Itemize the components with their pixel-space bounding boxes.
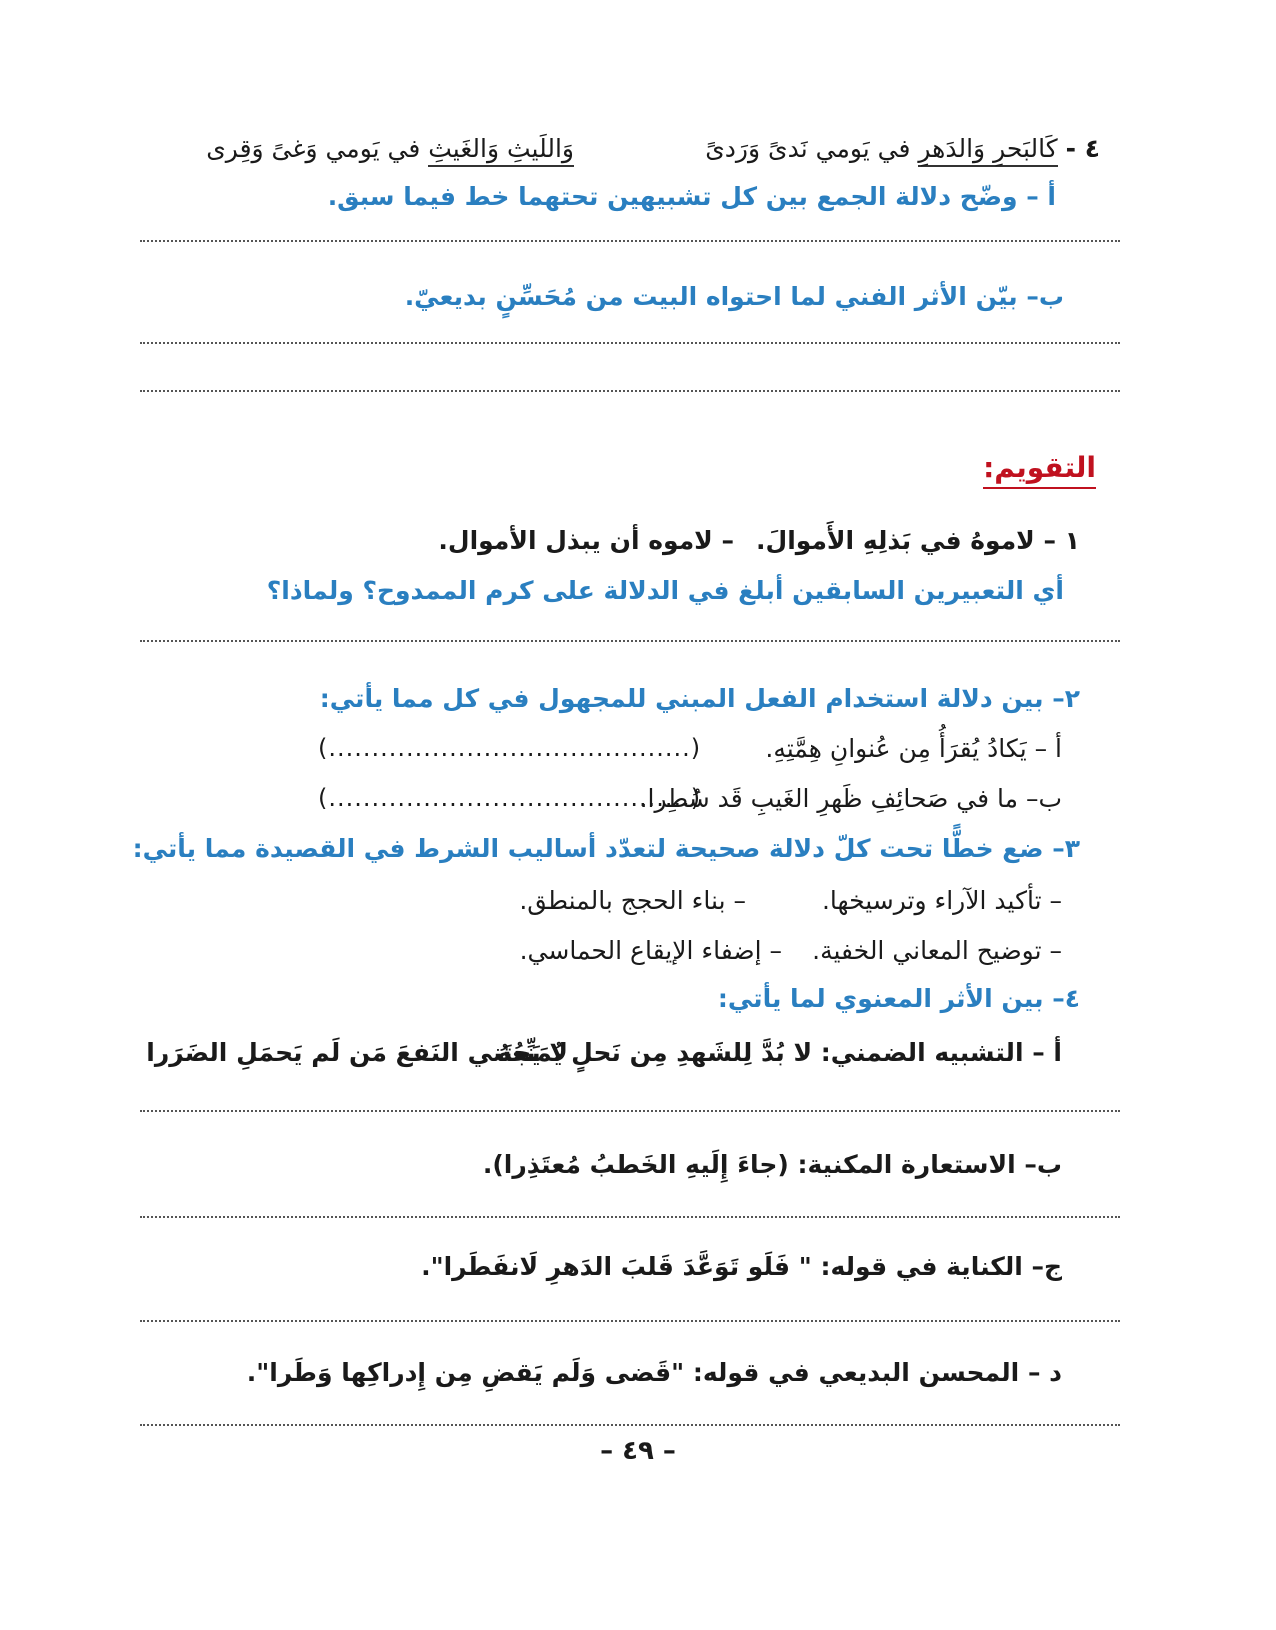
q2-item-b: ب– ما في صَحائِفِ ظَهرِ الغَيبِ قَد سُطِرا. — [639, 784, 1062, 813]
q3-option-3[interactable]: – توضيح المعاني الخفية. — [812, 936, 1062, 965]
answer-line[interactable] — [140, 640, 1120, 642]
answer-line[interactable] — [140, 240, 1120, 242]
answer-line[interactable] — [140, 342, 1120, 344]
verse-hemistich-left: في يَومي وَغىً وَقِرى — [206, 134, 429, 163]
q3-option-1[interactable]: – تأكيد الآراء وترسيخها. — [821, 886, 1062, 915]
verse-line-left — [206, 132, 574, 166]
q3-prompt: ٣– ضع خطًّا تحت كلّ دلالة صحيحة لتعدّد أساليب الشرط في القصيدة مما يأتي: — [132, 834, 1080, 863]
q3-option-2[interactable]: – بناء الحجج بالمنطق. — [519, 886, 746, 915]
verse-hemistich-left-underlined: وَاللَيثِ وَالغَيثِ — [428, 134, 574, 167]
q2-prompt: ٢– بين دلالة استخدام الفعل المبني للمجهول في كل مما يأتي: — [319, 684, 1080, 713]
q4-item-b: ب– الاستعارة المكنية: (جاءَ إِلَيهِ الخَطبُ مُعتَذِرا). — [482, 1150, 1062, 1179]
page-number: – ٤٩ – — [600, 1436, 676, 1466]
verse-hemistich-right: في يَومي نَدىً وَرَدىً — [705, 134, 919, 163]
q4-item-d: د – المحسن البديعي في قوله: "قَضى وَلَم يَقضِ مِن إِدراكِها وَطَرا". — [246, 1358, 1062, 1387]
q1-number: ١ – — [1043, 526, 1080, 555]
q2-item-b-blank[interactable]: (..........................................) — [318, 784, 702, 812]
q1-question: أي التعبيرين السابقين أبلغ في الدلالة على كرم الممدوح؟ ولماذا؟ — [266, 576, 1064, 605]
question-part-a: أ – وضّح دلالة الجمع بين كل تشبيهين تحتهما خط فيما سبق. — [327, 182, 1056, 211]
answer-line[interactable] — [140, 390, 1120, 392]
q4-item-a: أ – التشبيه الضمني: لا بُدَّ لِلشَهدِ مِن نَحلٍ يُمَنِّعُهُ — [496, 1038, 1062, 1067]
q2-item-a: أ – يَكادُ يُقرَأُ مِن عُنوانِ هِمَّتِهِ. — [765, 734, 1062, 763]
answer-line[interactable] — [140, 1216, 1120, 1218]
q4-prompt: ٤– بين الأثر المعنوي لما يأتي: — [717, 984, 1080, 1013]
answer-line[interactable] — [140, 1320, 1120, 1322]
evaluation-heading: التقويم: — [983, 448, 1096, 488]
question-part-b: ب– بيّن الأثر الفني لما احتواه البيت من مُحَسِّنٍ بديعيّ. — [404, 282, 1064, 311]
answer-line[interactable] — [140, 1110, 1120, 1112]
verse-hemistich-right-underlined: كَالبَحرِ وَالدَهرِ — [918, 134, 1057, 167]
q4-item-c: ج– الكناية في قوله: " فَلَو تَوَعَّدَ قَلبَ الدَهرِ لَانفَطَرا". — [421, 1252, 1062, 1281]
q1-expression-2: – لاموه أن يبذل الأموال. — [438, 526, 734, 555]
verse-line — [705, 132, 1100, 166]
verse-number: ٤ - — [1065, 134, 1100, 163]
answer-line[interactable] — [140, 1424, 1120, 1426]
q3-option-4[interactable]: – إضفاء الإيقاع الحماسي. — [519, 936, 782, 965]
q4-item-a-verse: لا يَجتَني النَفعَ مَن لَم يَحمَلِ الضَرَرا — [146, 1038, 568, 1067]
q1-expression-1: ١ – لاموهُ في بَذلِهِ الأَموالَ. — [756, 526, 1080, 555]
q2-item-a-blank[interactable]: (..........................................) — [318, 734, 702, 762]
